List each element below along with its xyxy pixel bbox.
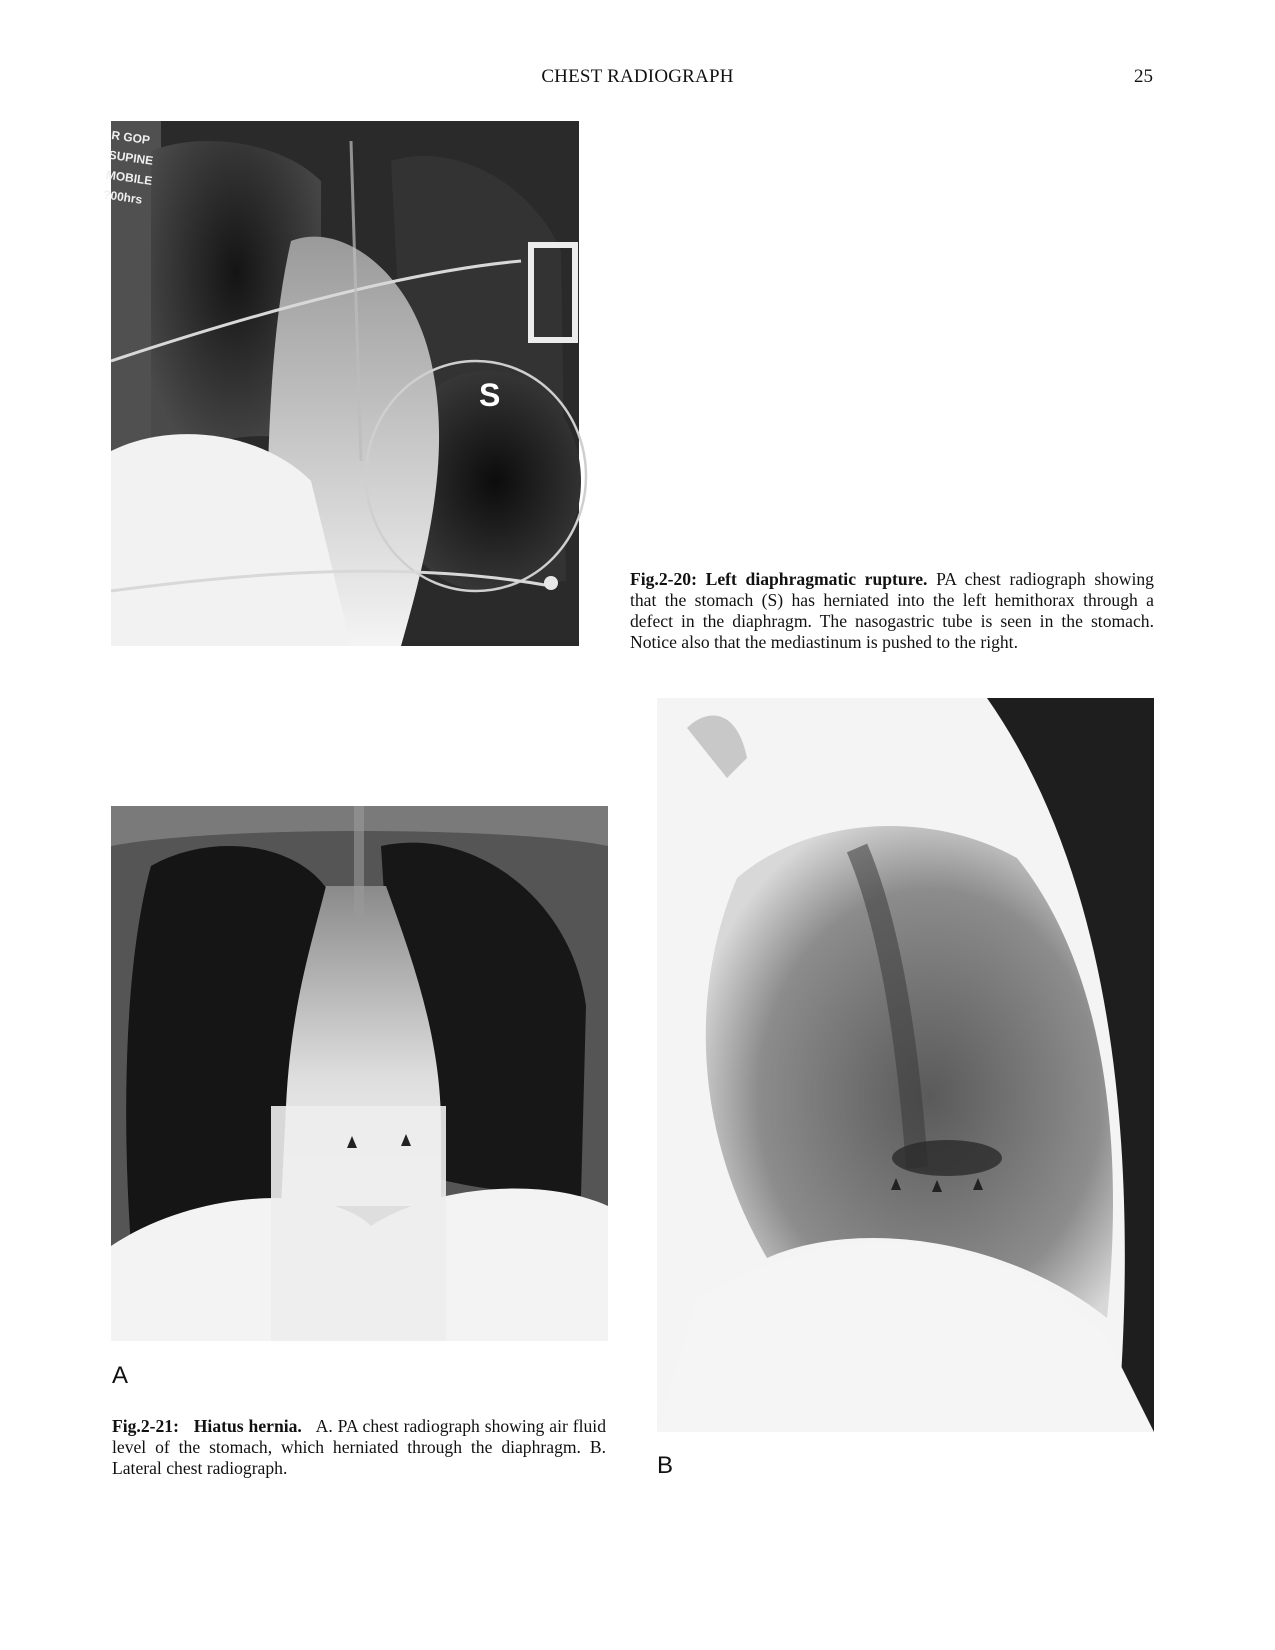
stomach-label-s: S <box>479 377 501 413</box>
figure-2-20-caption <box>630 569 1154 653</box>
caption-fig-id: Fig.2-20: <box>630 569 697 589</box>
page-number: 25 <box>1134 66 1153 87</box>
caption-title: Hiatus hernia. <box>193 1416 302 1436</box>
figure-2-21b-radiograph <box>657 698 1154 1432</box>
figure-2-20-radiograph <box>102 121 579 646</box>
caption-body: A. PA chest radiograph showing air fluid level of the stomach, which herniated through the diaphragm. B. Lateral chest radiograph. <box>112 1416 606 1478</box>
position-marker-text: R GOP SUPINE MOBILE ?00hrs <box>102 127 155 207</box>
panel-label-a: A <box>112 1362 129 1389</box>
panel-label-b: B <box>657 1452 674 1479</box>
caption-body: PA chest radiograph showing that the stomach (S) has herniated into the left hemithorax through a defect in the diaphragm. The nasogastric tube is seen in the stomach. Notice also that the mediastinum is pushed to the right. <box>630 569 1154 652</box>
figure-2-21a-radiograph <box>111 806 608 1341</box>
figure-2-21-caption <box>112 1416 606 1479</box>
caption-fig-id: Fig.2-21: <box>112 1416 179 1436</box>
caption-title: Left diaphragmatic rupture. <box>705 569 928 589</box>
running-header-title: CHEST RADIOGRAPH <box>541 66 734 87</box>
